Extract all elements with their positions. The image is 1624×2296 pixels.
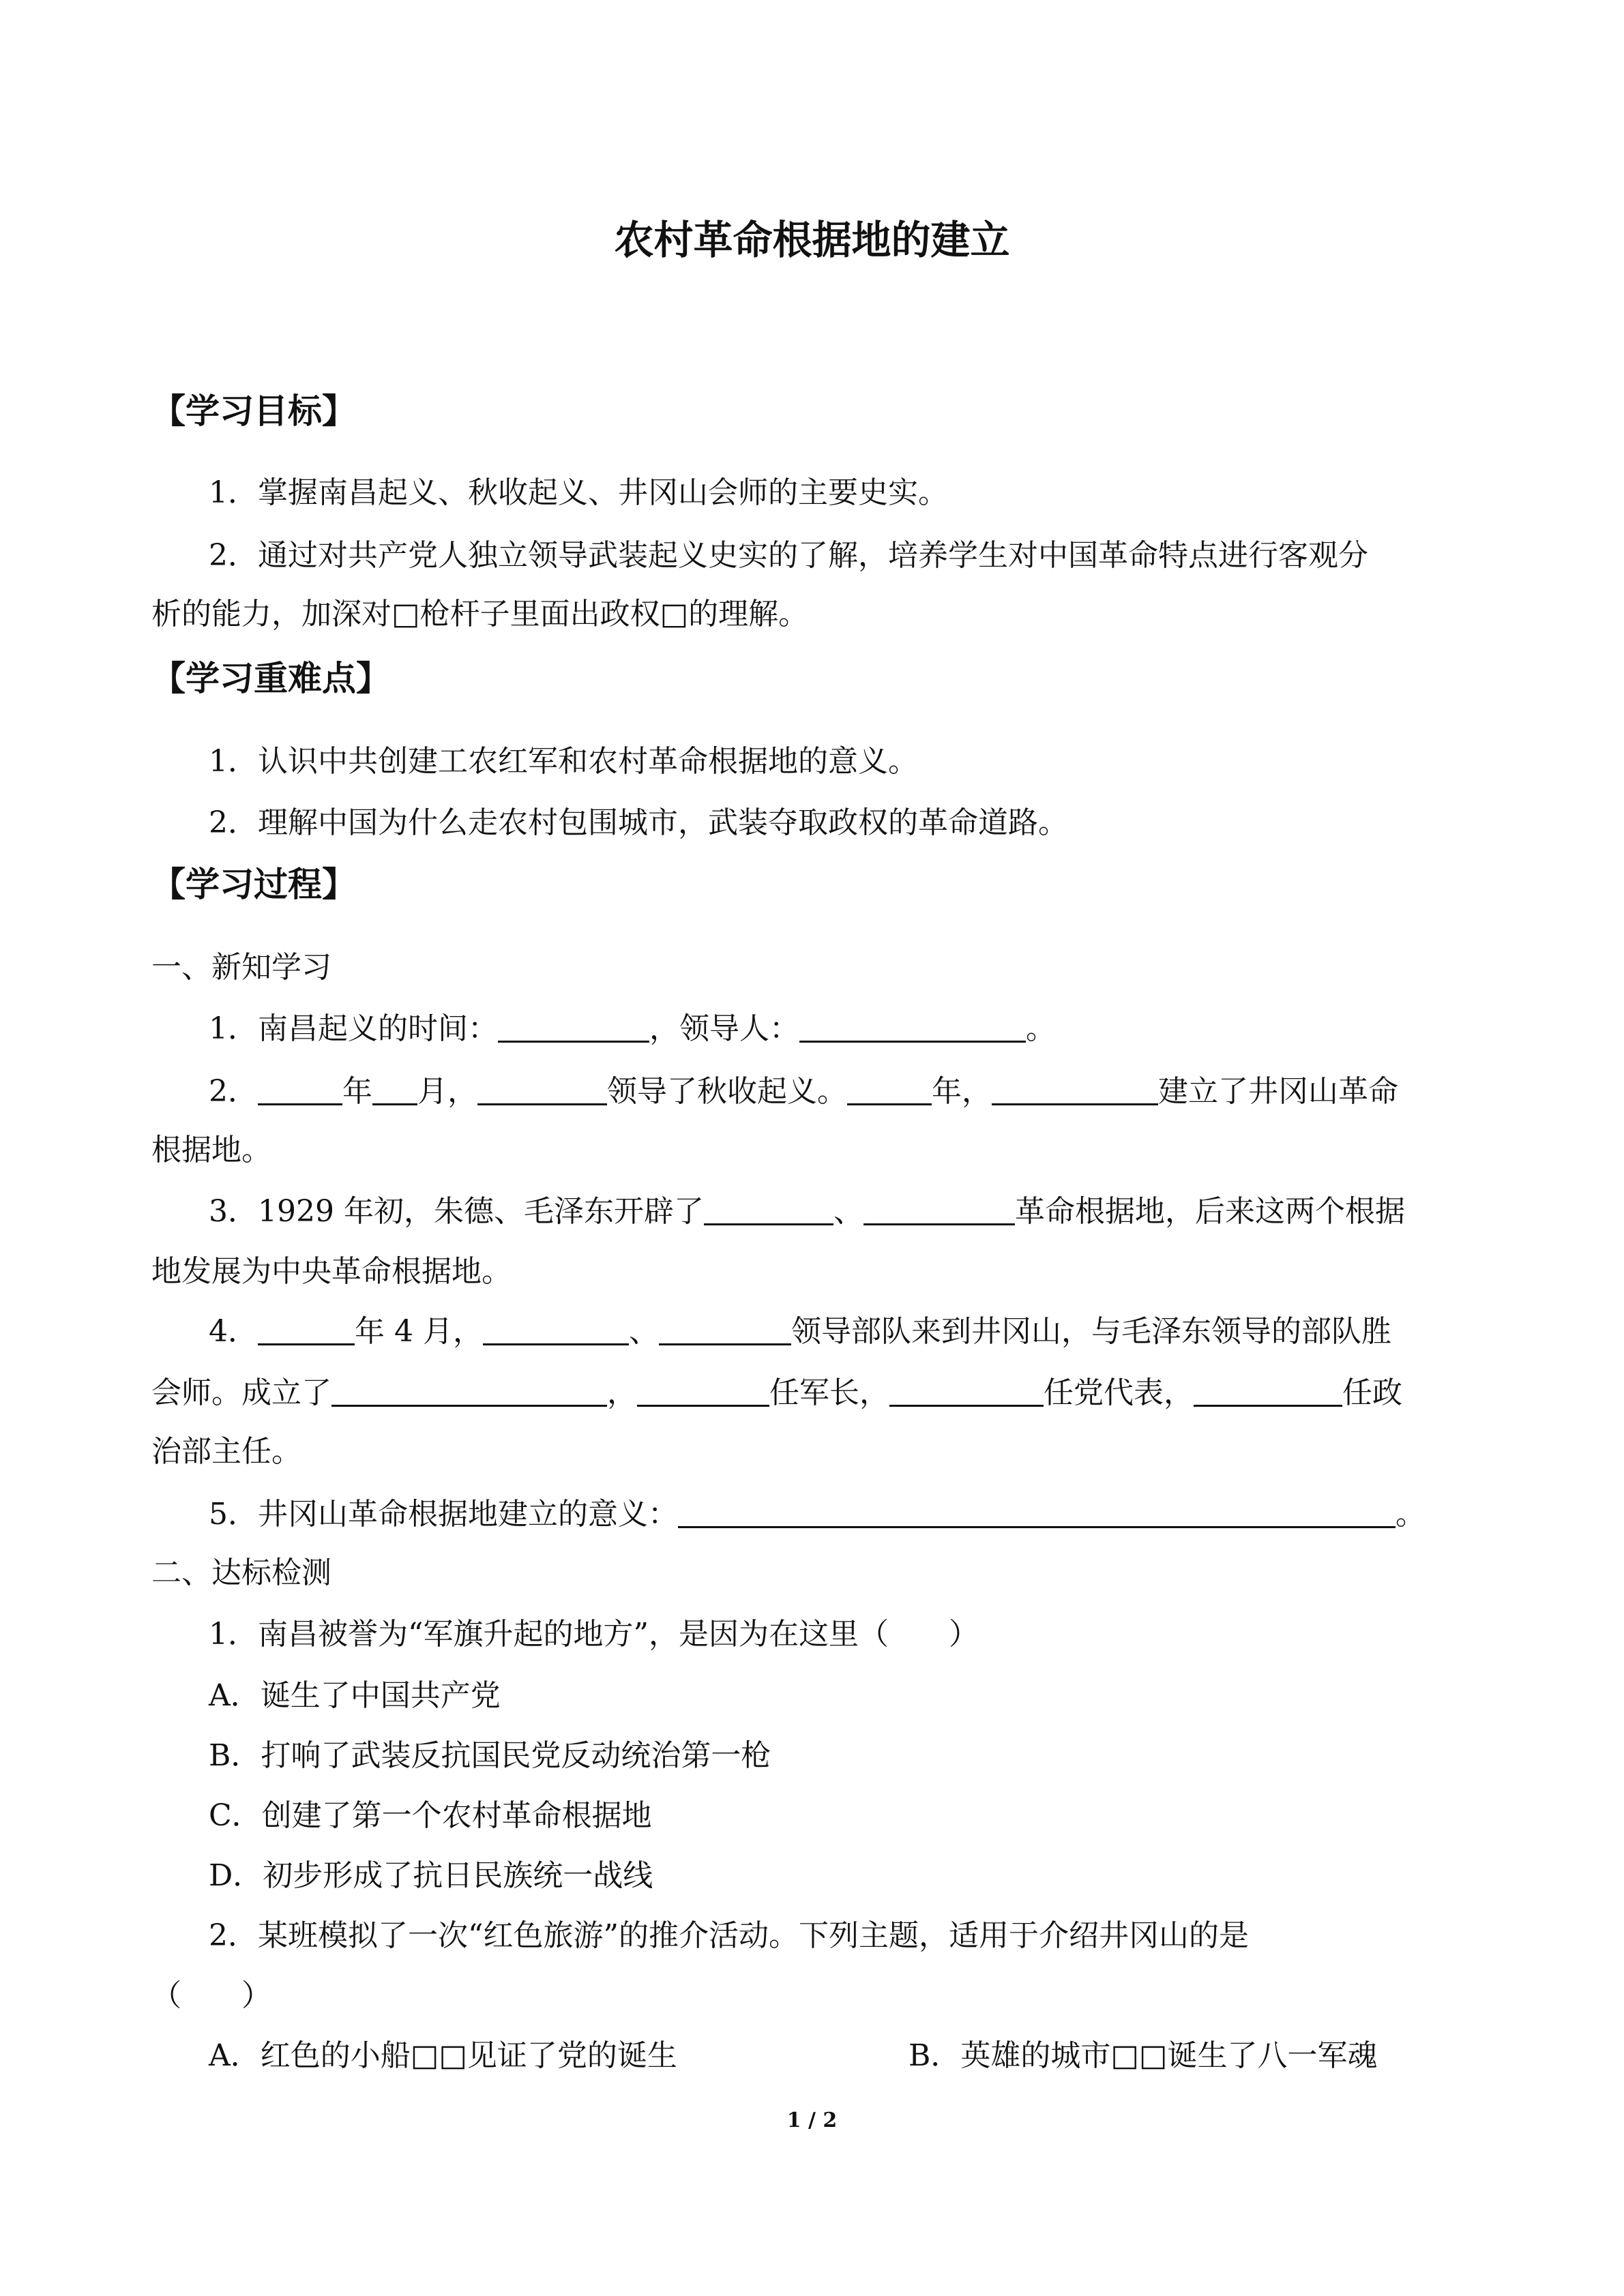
fill-question-2-line-1 xyxy=(209,1071,1398,1113)
answer-blank[interactable] xyxy=(659,1313,791,1345)
answer-blank[interactable] xyxy=(847,1073,932,1105)
section-heading-process: 【学习过程】 xyxy=(151,865,356,904)
answer-blank[interactable] xyxy=(889,1375,1044,1407)
answer-blank[interactable] xyxy=(477,1073,607,1105)
question-text: 1．南昌起义的时间： xyxy=(209,1011,498,1046)
answer-blank[interactable] xyxy=(372,1073,417,1105)
fill-question-3-line-2: 地发展为中央革命根据地。 xyxy=(151,1254,512,1289)
answer-blank[interactable] xyxy=(483,1313,629,1345)
fill-question-4-line-3: 治部主任。 xyxy=(151,1434,301,1469)
key-point-item-2: 2．理解中国为什么走农村包围城市，武装夺取政权的革命道路。 xyxy=(209,805,1068,840)
objective-item-2-line-1: 2．通过对共产党人独立领导武装起义史实的了解，培养学生对中国革命特点进行客观分 xyxy=(209,538,1368,573)
answer-blank[interactable] xyxy=(258,1073,342,1105)
section-heading-objectives: 【学习目标】 xyxy=(151,391,356,431)
choice-option-c: C．创建了第一个农村革命根据地 xyxy=(209,1798,652,1833)
key-point-item-1: 1．认识中共创建工农红军和农村革命根据地的意义。 xyxy=(209,744,918,779)
question-text: ， xyxy=(607,1375,637,1410)
question-text: 任军长， xyxy=(769,1375,889,1410)
answer-blank[interactable] xyxy=(799,1011,1026,1043)
answer-blank[interactable] xyxy=(498,1011,649,1043)
question-text: 领导了秋收起义。 xyxy=(607,1074,847,1109)
question-text: 。 xyxy=(1026,1011,1056,1046)
question-text: ，领导人： xyxy=(649,1011,799,1046)
question-text: 会师。成立了 xyxy=(151,1375,331,1410)
question-text: 5．井冈山革命根据地建立的意义： xyxy=(209,1497,678,1532)
choice-question-2-option-a: A．红色的小船□□见证了党的诞生 xyxy=(209,2038,677,2073)
question-text: 年 4 月， xyxy=(355,1314,483,1349)
question-text: 2． xyxy=(209,1074,258,1109)
choice-question-1: 1．南昌被誉为“军旗升起的地方”，是因为在这里（ ） xyxy=(209,1617,979,1652)
fill-question-1 xyxy=(209,1008,1056,1050)
new-knowledge-heading: 一、新知学习 xyxy=(151,950,331,985)
fill-question-2-line-2: 根据地。 xyxy=(151,1133,271,1167)
answer-blank[interactable] xyxy=(637,1375,769,1407)
fill-question-4-line-2 xyxy=(151,1372,1402,1414)
objective-item-1: 1．掌握南昌起义、秋收起义、井冈山会师的主要史实。 xyxy=(209,475,948,510)
answer-blank[interactable] xyxy=(992,1073,1158,1105)
question-text: 、 xyxy=(833,1194,863,1229)
choice-question-2-option-b: B．英雄的城市□□诞生了八一军魂 xyxy=(909,2038,1378,2073)
fill-question-5 xyxy=(209,1493,1426,1536)
question-text: 、 xyxy=(628,1314,659,1349)
choice-option-b: B．打响了武装反抗国民党反动统治第一枪 xyxy=(209,1738,771,1773)
question-text: 年， xyxy=(932,1074,992,1109)
choice-option-a: A．诞生了中国共产党 xyxy=(209,1678,501,1713)
question-text: 领导部队来到井冈山，与毛泽东领导的部队胜 xyxy=(791,1314,1391,1349)
question-text: 4． xyxy=(209,1314,258,1349)
section-heading-key-points: 【学习重难点】 xyxy=(151,659,390,698)
answer-blank[interactable] xyxy=(331,1375,607,1407)
assessment-heading: 二、达标检测 xyxy=(151,1555,331,1590)
question-text: 。 xyxy=(1396,1497,1426,1532)
choice-question-2-line-1: 2．某班模拟了一次“红色旅游”的推介活动。下列主题，适用于介绍井冈山的是 xyxy=(209,1918,1249,1953)
page-title: 农村革命根据地的建立 xyxy=(614,217,1010,263)
fill-question-3-line-1 xyxy=(209,1191,1405,1233)
question-text: 3．1929 年初，朱德、毛泽东开辟了 xyxy=(209,1194,704,1229)
page-number: 1 / 2 xyxy=(786,2108,838,2132)
question-text: 任政 xyxy=(1342,1375,1402,1410)
question-text: 任党代表， xyxy=(1044,1375,1194,1410)
choice-question-2-line-2: （ ） xyxy=(151,1978,271,2013)
answer-blank[interactable] xyxy=(258,1313,355,1345)
answer-blank[interactable] xyxy=(1194,1375,1342,1407)
choice-option-d: D．初步形成了抗日民族统一战线 xyxy=(209,1858,653,1893)
question-text: 建立了井冈山革命 xyxy=(1158,1074,1398,1109)
answer-blank[interactable] xyxy=(704,1193,833,1225)
answer-blank[interactable] xyxy=(863,1193,1015,1225)
question-text: 革命根据地，后来这两个根据 xyxy=(1014,1194,1405,1229)
fill-question-4-line-1 xyxy=(209,1311,1391,1353)
answer-blank[interactable] xyxy=(678,1496,1396,1528)
question-text: 月， xyxy=(417,1074,477,1109)
objective-item-2-line-2: 析的能力，加深对□枪杆子里面出政权□的理解。 xyxy=(151,597,809,631)
question-text: 年 xyxy=(342,1074,372,1109)
